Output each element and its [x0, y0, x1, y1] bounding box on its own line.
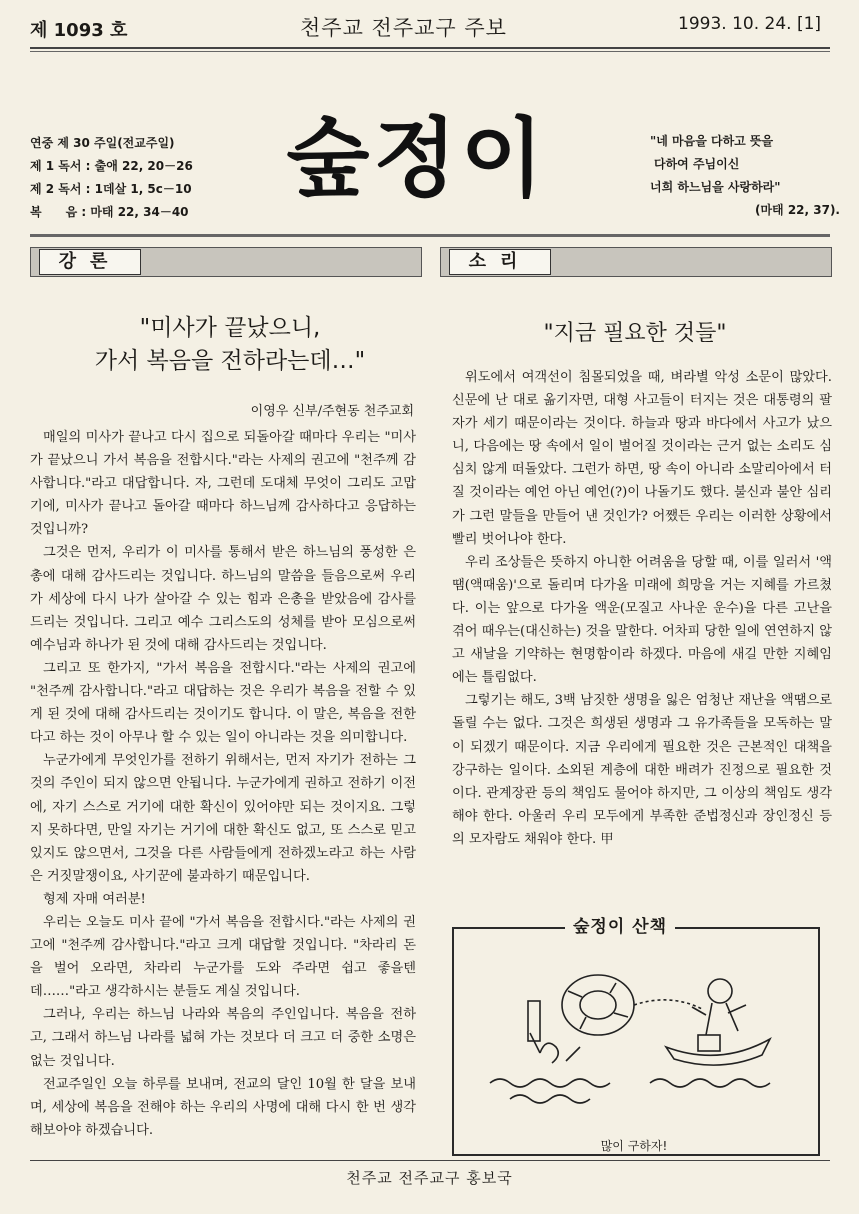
homily-paragraph: 그리고 또 한가지, "가서 복음을 전합시다."라는 사제의 권고에 "천주께 감사합니다."라고 대답하는 것은 우리가 복음을 전할 수 있게 된 것에 대해 감사드리는 것이기도 합니다. 이 말은, 복음을 전한다고 하는 것이 아무나 할 수 있는 일이 아니라는 것을 의미합니다.: [30, 660, 416, 746]
life-ring-icon: [562, 975, 634, 1035]
masthead-rule: [30, 234, 830, 237]
boat-icon: [666, 1039, 770, 1065]
editorial-paragraph: 그렇기는 해도, 3백 남짓한 생명을 잃은 엄청난 재난을 액땜으로 돌릴 수는 없다. 그것은 희생된 생명과 그 유가족들을 모독하는 말이 되겠기 때문이다. 지금 우리에게 필요한 것은 근본적인 대책을 강구하는 일이다. 소외된 계층에 대한 배려가 진정으로 필요한 것이다. 관계장관 등의 책임도 물어야 하지만, 그 이상의 책임도 생각해야 한다. 아울러 우리 모두에게 부족한 준법정신과 장인정신 등의 모자람도 채워야 한다. 甲: [452, 693, 832, 847]
homily-paragraph: 매일의 미사가 끝나고 다시 집으로 되돌아갈 때마다 우리는 "미사가 끝났으니 가서 복음을 전합시다."라는 사제의 권고에 "천주께 감사합니다."라고 대답합니다. 자, 그런데 도대체 무엇이 그리도 고맙기에, 미사가 끝나고 돌아갈 때마다 하느님께 감사하다고 응답하는 것입니까?: [30, 430, 416, 538]
editorial-paragraph: 위도에서 여객선이 침몰되었을 때, 벼라별 악성 소문이 많았다. 신문에 난 대로 옮기자면, 대형 사고들이 터지는 것은 대통령의 팔자가 세기 때문이라는 것이다. 하늘과 땅과 바다에서 사고가 났으니, 다음에는 땅 속에서 일이 벌어질 것이라는 근거 없는 소리도 심심치 않게 떠돌았다. 그런가 하면, 땅 속이 아니라 소말리아에서 터질 것이라는 예언 아닌 예언(?)이 나돌기도 했다. 불신과 불안 심리가 그런 말들을 만들어 낸 것인가? 어쨌든 우리는 이러한 상황에서 빨리 벗어나야 한다.: [452, 370, 832, 547]
editorial-paragraph: 우리 조상들은 뜻하지 아니한 어려움을 당할 때, 이를 일러서 '액땜(액때움)'으로 돌리며 다가올 미래에 희망을 거는 지혜를 가르쳤다. 이는 앞으로 다가올 액운(모질고 사나운 운수)을 다른 고난을 겪어 때우는(대신하는) 것을 말한다. 어차피 당한 일에 연연하지 않고 새날을 기약하는 현명함이라 하겠다. 마음에 새길 만한 지혜임에는 틀림없다.: [452, 554, 832, 686]
homily-title-line-2: 가서 복음을 전하라는데…": [94, 348, 366, 374]
reading-second: 제 2 독서 : 1데살 1, 5c－10: [30, 182, 192, 196]
quote-line-1: "네 마음을 다하고 뜻을: [650, 134, 774, 148]
masthead-logo-art: [262, 108, 572, 204]
header-rule: [30, 47, 830, 49]
publication-date: 1993. 10. 24. [1]: [678, 14, 822, 34]
publication-name: 천주교 전주교구 주보: [300, 16, 507, 40]
homily-title-line-1: "미사가 끝났으니,: [139, 315, 321, 341]
cartoon-caption: 많이 구하자!: [600, 1139, 668, 1153]
section-header-homily: [30, 247, 422, 277]
issue-number: 제 1093 호: [30, 20, 128, 41]
reading-first: 제 1 독서 : 출애 22, 20－26: [30, 159, 193, 173]
editorial-body: [452, 366, 832, 851]
editorial-title: "지금 필요한 것들": [543, 321, 727, 346]
reading-sunday: 연중 제 30 주일(전교주일): [30, 136, 175, 150]
drowning-figure-icon: [540, 1043, 558, 1063]
footer-publisher: 천주교 전주교구 홍보국: [346, 1169, 513, 1187]
homily-body: [30, 426, 416, 1142]
section-header-voice: [440, 247, 832, 277]
homily-paragraph: 전교주일인 오늘 하루를 보내며, 전교의 달인 10월 한 달을 보내며, 세상에 복음을 전해야 하는 우리의 사명에 대해 다시 한 번 생각해보아야 하겠습니다.: [30, 1076, 416, 1138]
homily-paragraph: 형제 자매 여러분!: [43, 891, 146, 907]
rescuer-icon: [708, 979, 732, 1003]
header-rule-thin: [30, 51, 830, 52]
cartoon-drawing: [470, 943, 800, 1123]
wave-icon: [490, 1079, 610, 1087]
homily-paragraph: 그러나, 우리는 하느님 나라와 복음의 주인입니다. 복음을 전하고, 그래서 하느님 나라를 넓혀 가는 것보다 더 크고 더 중한 소명은 없는 것입니다.: [30, 1007, 416, 1069]
section-label-homily: 강론: [39, 249, 141, 275]
cartoon-title: 숲정이 산책: [565, 912, 675, 937]
homily-author: 이영우 신부/주현동 천주교회: [250, 404, 414, 419]
homily-paragraph: 누군가에게 무엇인가를 전하기 위해서는, 먼저 자기가 전하는 그것의 주인이 되지 않으면 안됩니다. 누군가에게 권하고 전하기 이전에, 자기 스스로 거기에 대한 확신이 있어야만 되는 것이지요. 그렇지 못하다면, 만일 자기는 거기에 대한 확신도 없고, 또 스스로 믿고 있지도 않으면서, 그것을 다른 사람들에게 전하겠노라고 하는 사람은 거짓말쟁이요, 사기꾼에 불과하기 때문입니다.: [30, 753, 416, 884]
masthead-title: 숲정이: [286, 109, 548, 204]
section-label-voice: 소리: [449, 249, 551, 275]
masthead-logo: [262, 108, 572, 204]
homily-title: [30, 312, 430, 378]
quote-reference: (마태 22, 37).: [754, 203, 840, 217]
homily-paragraph: 우리는 오늘도 미사 끝에 "가서 복음을 전합시다."라는 사제의 권고에 "천주께 감사합니다."라고 크게 대답할 것입니다. "차라리 돈을 벌어 오라면, 차라리 누군가를 도와 주라면 쉽고 좋을텐데……"라고 생각하시는 분들도 계실 것입니다.: [30, 914, 416, 1000]
quote-line-2: 다하여 주님이신: [654, 157, 740, 171]
cartoon-illustration: [470, 943, 800, 1123]
liturgical-readings: [30, 132, 270, 224]
scripture-quote: [650, 130, 850, 222]
footer-rule: [30, 1160, 830, 1161]
homily-paragraph: 그것은 먼저, 우리가 이 미사를 통해서 받은 하느님의 풍성한 은총에 대해 감사드리는 것입니다. 하느님의 말씀을 들음으로써 우리가 세상에 다시 나가 살아갈 수 있는 힘과 은총을 받았음에 감사를 드리는 것입니다. 그리고 예수 그리스도의 성체를 받아 모심으로써 예수님과 하나가 된 것에 대해 감사드리는 것입니다.: [30, 545, 416, 653]
reading-gospel: 복 음 : 마태 22, 34－40: [30, 205, 189, 219]
quote-line-3: 너희 하느님을 사랑하라": [650, 180, 781, 194]
